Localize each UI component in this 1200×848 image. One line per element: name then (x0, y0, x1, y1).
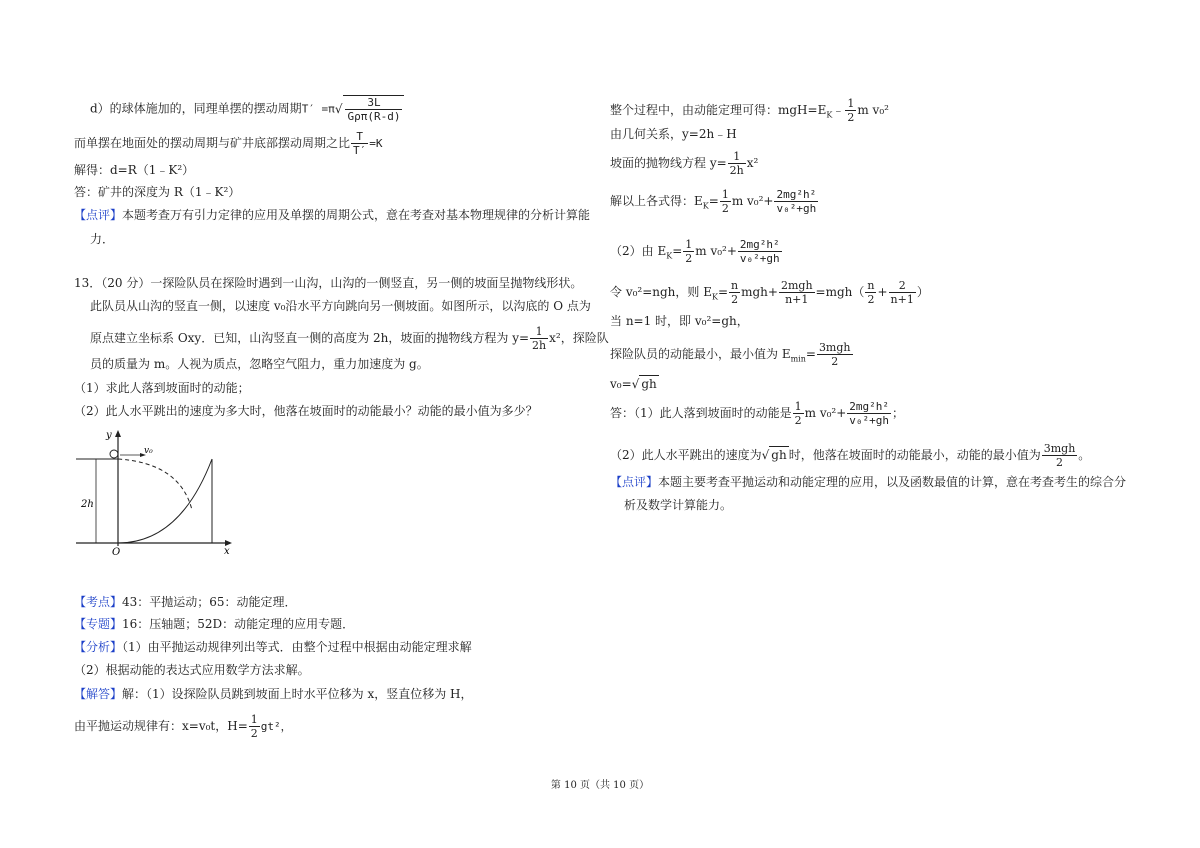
comment-1: 【点评】本题考查万有引力定律的应用及单摆的周期公式，意在考查对基本物理规律的分析计算能 (74, 208, 591, 222)
v0-label: v₀ (144, 446, 153, 456)
right-line-1: 整个过程中，由动能定理可得：$mgH=E_K﹣$ $\frac{1}{2}$ m v₀² (610, 97, 889, 124)
jieda-2: 由平抛运动规律有：x=v₀t，H= $\frac{1}{2}$ gt²， (74, 713, 292, 740)
y-axis-arrow (115, 430, 121, 437)
right-line-11: （2）此人水平跳出的速度为√ gh 时，他落在坡面时的动能最小，动能的最小值为 $\frac{\text{3mgh}}{2}$ 。 (610, 442, 1091, 469)
right-line-7: 当 n=1 时，即 v₀²=gh， (610, 314, 749, 328)
q13-part-1: （1）求此人落到坡面时的动能； (74, 381, 250, 395)
left-line-4: 答：矿井的深度为 R（1﹣K²） (74, 185, 241, 199)
left-line-2: 而单摆在地面处的摆动周期与矿井底部摆动周期之比 $\frac{T}{T'}$ =K (74, 130, 383, 157)
right-line-3: 坡面的抛物线方程 y= $\frac{1}{2h}$ x² (610, 150, 759, 177)
left-line-1: d）的球体施加的，同理单摆的摆动周期T′ =π√ $\frac{3L}{\text{Gρπ(R-d)}}$ (90, 95, 405, 123)
q13-line-a: 13．（20 分）一探险队员在探险时遇到一山沟，山沟的一侧竖直，另一侧的坡面呈抛物线形状。 (74, 276, 583, 290)
height-label: 2h (81, 499, 94, 510)
y-label: y (106, 430, 112, 441)
fenxi: 【分析】（1）由平抛运动规律列出等式．由整个过程中根据由动能定理求解 (74, 640, 472, 654)
slope-parabola (118, 459, 212, 543)
right-line-2: 由几何关系，y=2h﹣H (610, 127, 737, 141)
explorer-point (110, 450, 118, 458)
kaodian: 【考点】43：平抛运动；65：动能定理． (74, 595, 297, 609)
left-line-3: 解得：d=R（1﹣K²） (74, 163, 195, 177)
right-line-10: 答：（1）此人落到坡面时的动能是 $\frac{1}{2}$ m v₀²+ $\frac{\text{2mg²h²}}{\text{v₀²+gh}}$ ； (610, 400, 905, 427)
trajectory-dashed (118, 459, 192, 510)
zhuanti: 【专题】16：压轴题；52D：动能定理的应用专题． (74, 617, 355, 631)
jieda: 【解答】解：（1）设探险队员跳到坡面上时水平位移为 x，竖直位移为 H， (74, 687, 473, 701)
right-comment-cont: 析及数学计算能力。 (624, 498, 733, 512)
x-label: x (224, 546, 230, 557)
q13-part-2: （2）此人水平跳出的速度为多大时，他落在坡面时的动能最小？动能的最小值为多少？ (74, 404, 538, 418)
right-line-6: 令 v₀²=ngh，则 $E_K=$ $\frac{n}{2}$ mgh+ $\frac{\text{2mgh}}{n+1}$ =mgh（ $\frac{n}{2}$ + $\frac{2}{n+1}$ ） (610, 279, 929, 306)
right-line-8: 探险队员的动能最小，最小值为 $E_{min}=$ $\frac{\text{3mgh}}{2}$ (610, 341, 851, 368)
right-line-9: v₀=√ gh (610, 377, 657, 391)
q13-line-c: 原点建立坐标系 Oxy．已知，山沟竖直一侧的高度为 2h，坡面的抛物线方程为 y= $\frac{1}{2h}$ x²，探险队 (90, 325, 609, 352)
right-line-4: 解以上各式得：$E_K=$ $\frac{1}{2}$ m v₀²+ $\frac{\text{2mg²h²}}{\text{v₀²+gh}}$ (610, 188, 817, 215)
q13-line-b: 此队员从山沟的竖直一侧，以速度 v₀沿水平方向跳向另一侧坡面。如图所示，以沟底的 O 点为 (90, 299, 591, 313)
comment-1-cont: 力． (90, 232, 115, 246)
right-line-5: （2）由 $E_K=$ $\frac{1}{2}$ m v₀²+ $\frac{\text{2mg²h²}}{\text{v₀²+gh}}$ (610, 238, 780, 265)
projectile-figure (70, 428, 240, 558)
right-comment: 【点评】本题主要考查平抛运动和动能定理的应用，以及函数最值的计算，意在考查考生的综合分 (610, 475, 1127, 489)
q13-line-d: 员的质量为 m。人视为质点，忽略空气阻力，重力加速度为 g。 (90, 357, 429, 371)
page-footer: 第 10 页（共 10 页） (550, 780, 650, 791)
origin-label: O (112, 547, 121, 558)
fenxi-2: （2）根据动能的表达式应用数学方法求解。 (74, 663, 310, 677)
